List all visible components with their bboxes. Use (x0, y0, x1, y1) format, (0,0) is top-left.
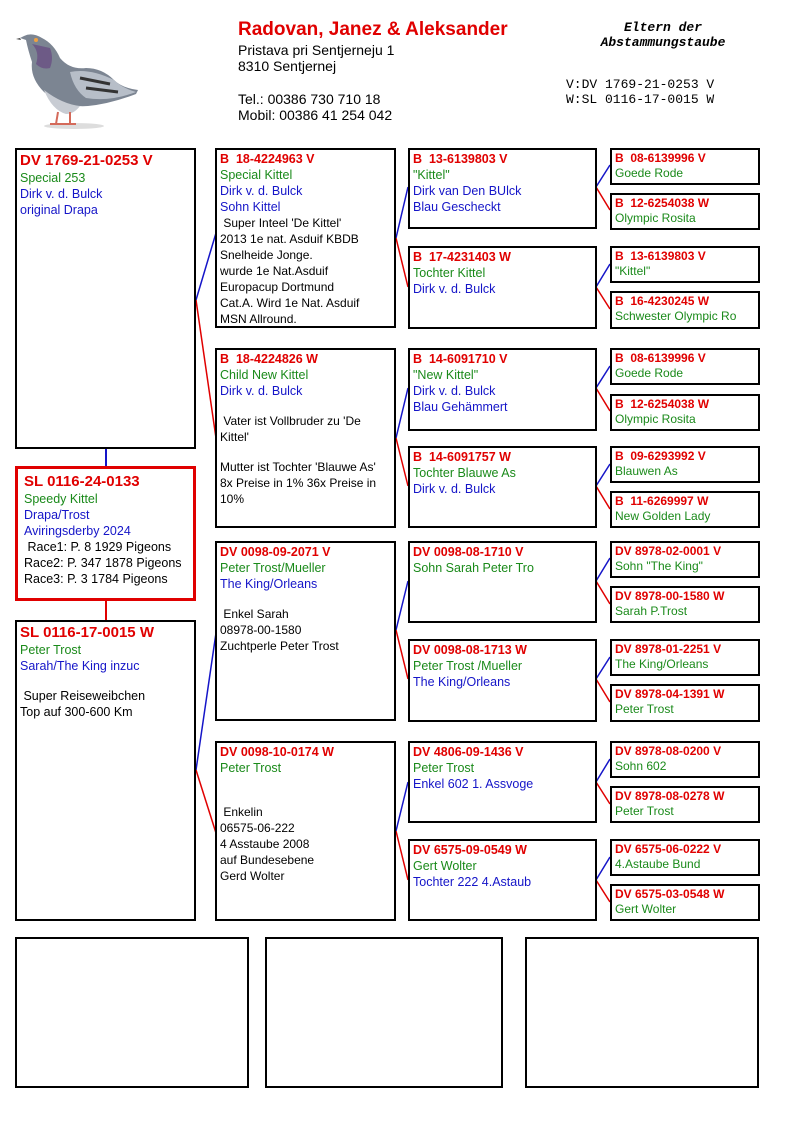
gen4-name: 4.Astaube Bund (615, 857, 701, 871)
gen4-card (610, 839, 760, 876)
gen3-ring: B 17-4231403 W (413, 250, 511, 264)
parents-title-line2: Abstammungstaube (600, 35, 726, 50)
gp-note: Europacup Dortmund (220, 280, 335, 294)
gp-note: Zuchtperle Peter Trost (220, 639, 339, 653)
mother-ref: W:SL 0116-17-0015 W (566, 92, 715, 107)
father-card (15, 148, 196, 449)
gen4-name: Blauwen As (615, 464, 678, 478)
gen3-line1: The King/Orleans (413, 675, 511, 689)
gen4-card (610, 741, 760, 778)
gp-note: MSN Allround. (220, 312, 297, 326)
gen3-card (408, 639, 597, 722)
gen4-card (610, 446, 760, 483)
gen3-ring: DV 0098-08-1710 V (413, 545, 524, 559)
gp-note: Vater ist Vollbruder zu 'De (220, 414, 361, 428)
gp-ring: B 18-4224826 W (220, 352, 318, 366)
gen4-ring: DV 6575-06-0222 V (615, 842, 722, 856)
gen4-name: "Kittel" (615, 264, 651, 278)
parents-title-line1: Eltern der (623, 20, 702, 35)
gen3-name: Sohn Sarah Peter Tro (413, 561, 534, 575)
gen4-name: New Golden Lady (615, 509, 711, 523)
gen4-card (610, 639, 760, 676)
gp-line2: Sohn Kittel (220, 200, 281, 214)
gen3-card (408, 246, 597, 329)
gp-note: auf Bundesebene (220, 853, 315, 867)
gen3-ring: DV 4806-09-1436 V (413, 745, 524, 759)
gen4-name: Sohn 602 (615, 759, 667, 773)
mother-name: Peter Trost (20, 643, 82, 657)
breeder-name: Radovan, Janez & Aleksander (238, 19, 508, 40)
gen4-card (610, 491, 760, 528)
gen4-ring: DV 8978-08-0278 W (615, 789, 725, 803)
gp-ring: B 18-4224963 V (220, 152, 315, 166)
gen3-ring: DV 0098-08-1713 W (413, 643, 527, 657)
gen4-name: Peter Trost (615, 702, 674, 716)
gen3-ring: B 14-6091757 W (413, 450, 511, 464)
grandparent-card-fm (215, 348, 396, 528)
gen4-card (610, 246, 760, 283)
parents-title (590, 20, 736, 50)
gen3-name: Tochter Kittel (413, 266, 486, 280)
gen3-ring: B 13-6139803 V (413, 152, 508, 166)
gen4-ring: DV 8978-01-2251 V (615, 642, 722, 656)
gp-note: 10% (220, 492, 245, 506)
gen4-ring: B 16-4230245 W (615, 294, 710, 308)
father-ring: DV 1769-21-0253 V (20, 152, 153, 169)
gp-note: Mutter ist Tochter 'Blauwe As' (220, 460, 376, 474)
gp-line1: Dirk v. d. Bulck (220, 184, 303, 198)
main-pigeon-card (15, 466, 196, 601)
gen4-ring: DV 8978-08-0200 V (615, 744, 722, 758)
gp-note: Enkel Sarah (220, 607, 289, 621)
gen3-name: "New Kittel" (413, 368, 479, 382)
gen4-name: Gert Wolter (615, 902, 677, 916)
father-ref: V:DV 1769-21-0253 V (566, 77, 715, 92)
main-ring: SL 0116-24-0133 (24, 473, 140, 490)
gp-note: 8x Preise in 1% 36x Preise in (220, 476, 377, 490)
breeder-mobile: Mobil: 00386 41 254 042 (238, 107, 393, 123)
grandparent-card-mm (215, 741, 396, 921)
father-line1: Dirk v. d. Bulck (20, 187, 103, 201)
gp-note: wurde 1e Nat.Asduif (220, 264, 329, 278)
empty-note-box-center (265, 937, 503, 1088)
gen4-card (610, 148, 760, 185)
gp-line1: The King/Orleans (220, 577, 318, 591)
gen4-card (610, 291, 760, 329)
gen4-name: Schwester Olympic Ro (615, 309, 737, 323)
gen3-ring: DV 6575-09-0549 W (413, 843, 527, 857)
gen4-name: The King/Orleans (615, 657, 709, 671)
gp-name: Peter Trost (220, 761, 282, 775)
gen4-name: Goede Rode (615, 366, 684, 380)
gen3-name: "Kittel" (413, 168, 450, 182)
mother-card (15, 620, 196, 921)
gp-note: Snelheide Jonge. (220, 248, 313, 262)
father-name: Special 253 (20, 171, 86, 185)
gen4-ring: DV 8978-04-1391 W (615, 687, 725, 701)
parents-refs (566, 77, 714, 107)
gp-note: Cat.A. Wird 1e Nat. Asduif (220, 296, 360, 310)
gen4-ring: B 12-6254038 W (615, 196, 710, 210)
mother-note1: Super Reiseweibchen (20, 689, 146, 703)
gen4-name: Peter Trost (615, 804, 674, 818)
mother-ring: SL 0116-17-0015 W (20, 624, 154, 641)
gen4-card (610, 348, 760, 385)
father-line2: original Drapa (20, 203, 98, 217)
gen3-card (408, 741, 597, 823)
gen3-card (408, 148, 597, 229)
main-race1: Race1: P. 8 1929 Pigeons (24, 540, 172, 554)
mother-line1: Sarah/The King inzuc (20, 659, 140, 673)
main-info2: Aviringsderby 2024 (24, 524, 131, 538)
gen4-ring: B 13-6139803 V (615, 249, 706, 263)
gen4-ring: DV 8978-00-1580 W (615, 589, 725, 603)
gen4-ring: DV 6575-03-0548 W (615, 887, 725, 901)
gen3-name: Peter Trost (413, 761, 475, 775)
main-race3: Race3: P. 3 1784 Pigeons (24, 572, 168, 586)
gen3-line1: Dirk v. d. Bulck (413, 384, 496, 398)
gp-note: 08978-00-1580 (220, 623, 302, 637)
gen4-name: Sohn "The King" (615, 559, 703, 573)
breeder-address-line2: 8310 Sentjernej (238, 58, 337, 74)
gen4-name: Goede Rode (615, 166, 684, 180)
gen3-line2: Blau Gescheckt (413, 200, 501, 214)
gen3-card (408, 839, 597, 921)
gen4-card (610, 586, 760, 623)
gen3-line1: Tochter 222 4.Astaub (413, 875, 532, 889)
gp-line1: Dirk v. d. Bulck (220, 384, 303, 398)
gp-note: Gerd Wolter (220, 869, 285, 883)
gen3-line2: Blau Gehämmert (413, 400, 508, 414)
gen4-card (610, 541, 760, 578)
gen4-ring: DV 8978-02-0001 V (615, 544, 722, 558)
gen3-card (408, 348, 597, 431)
gen3-name: Peter Trost /Mueller (413, 659, 523, 673)
gen4-card (610, 193, 760, 230)
gen4-name: Olympic Rosita (615, 211, 696, 225)
gp-note: Kittel' (220, 430, 249, 444)
empty-note-box-left (15, 937, 249, 1088)
gp-name: Child New Kittel (220, 368, 309, 382)
gen4-ring: B 12-6254038 W (615, 397, 710, 411)
gen3-line1: Dirk van Den BUlck (413, 184, 522, 198)
gp-note: Enkelin (220, 805, 263, 819)
gen3-card (408, 541, 597, 623)
gp-note: 4 Asstaube 2008 (220, 837, 310, 851)
gen3-card (408, 446, 597, 528)
gen4-ring: B 11-6269997 W (615, 494, 709, 508)
gen3-line1: Dirk v. d. Bulck (413, 482, 496, 496)
gen4-ring: B 08-6139996 V (615, 351, 706, 365)
gp-name: Special Kittel (220, 168, 293, 182)
gp-name: Peter Trost/Mueller (220, 561, 326, 575)
gen4-name: Olympic Rosita (615, 412, 696, 426)
grandparent-card-mf (215, 541, 396, 721)
gen4-ring: B 09-6293992 V (615, 449, 706, 463)
gen3-name: Gert Wolter (413, 859, 477, 873)
gp-note: Super Inteel 'De Kittel' (220, 216, 342, 230)
mother-note2: Top auf 300-600 Km (20, 705, 133, 719)
grandparent-card-ff (215, 148, 396, 328)
gen4-card (610, 394, 760, 431)
main-name: Speedy Kittel (24, 492, 98, 506)
gp-note: 2013 1e nat. Asduif KBDB (220, 232, 359, 246)
gen3-line1: Enkel 602 1. Assvoge (413, 777, 534, 791)
gen4-card (610, 786, 760, 823)
empty-note-box-right (525, 937, 759, 1088)
gp-ring: DV 0098-09-2071 V (220, 545, 331, 559)
gen4-card (610, 884, 760, 921)
breeder-address-line1: Pristava pri Sentjerneju 1 (238, 42, 395, 58)
gp-ring: DV 0098-10-0174 W (220, 745, 334, 759)
breeder-header (238, 19, 508, 123)
breeder-phone: Tel.: 00386 730 710 18 (238, 91, 381, 107)
main-race2: Race2: P. 347 1878 Pigeons (24, 556, 182, 570)
main-info1: Drapa/Trost (24, 508, 90, 522)
gen3-name: Tochter Blauwe As (413, 466, 516, 480)
pigeon-icon (14, 18, 140, 130)
gen4-card (610, 684, 760, 722)
gp-note: 06575-06-222 (220, 821, 295, 835)
gen3-ring: B 14-6091710 V (413, 352, 508, 366)
gen4-name: Sarah P.Trost (615, 604, 688, 618)
gen4-ring: B 08-6139996 V (615, 151, 706, 165)
gen3-line1: Dirk v. d. Bulck (413, 282, 496, 296)
